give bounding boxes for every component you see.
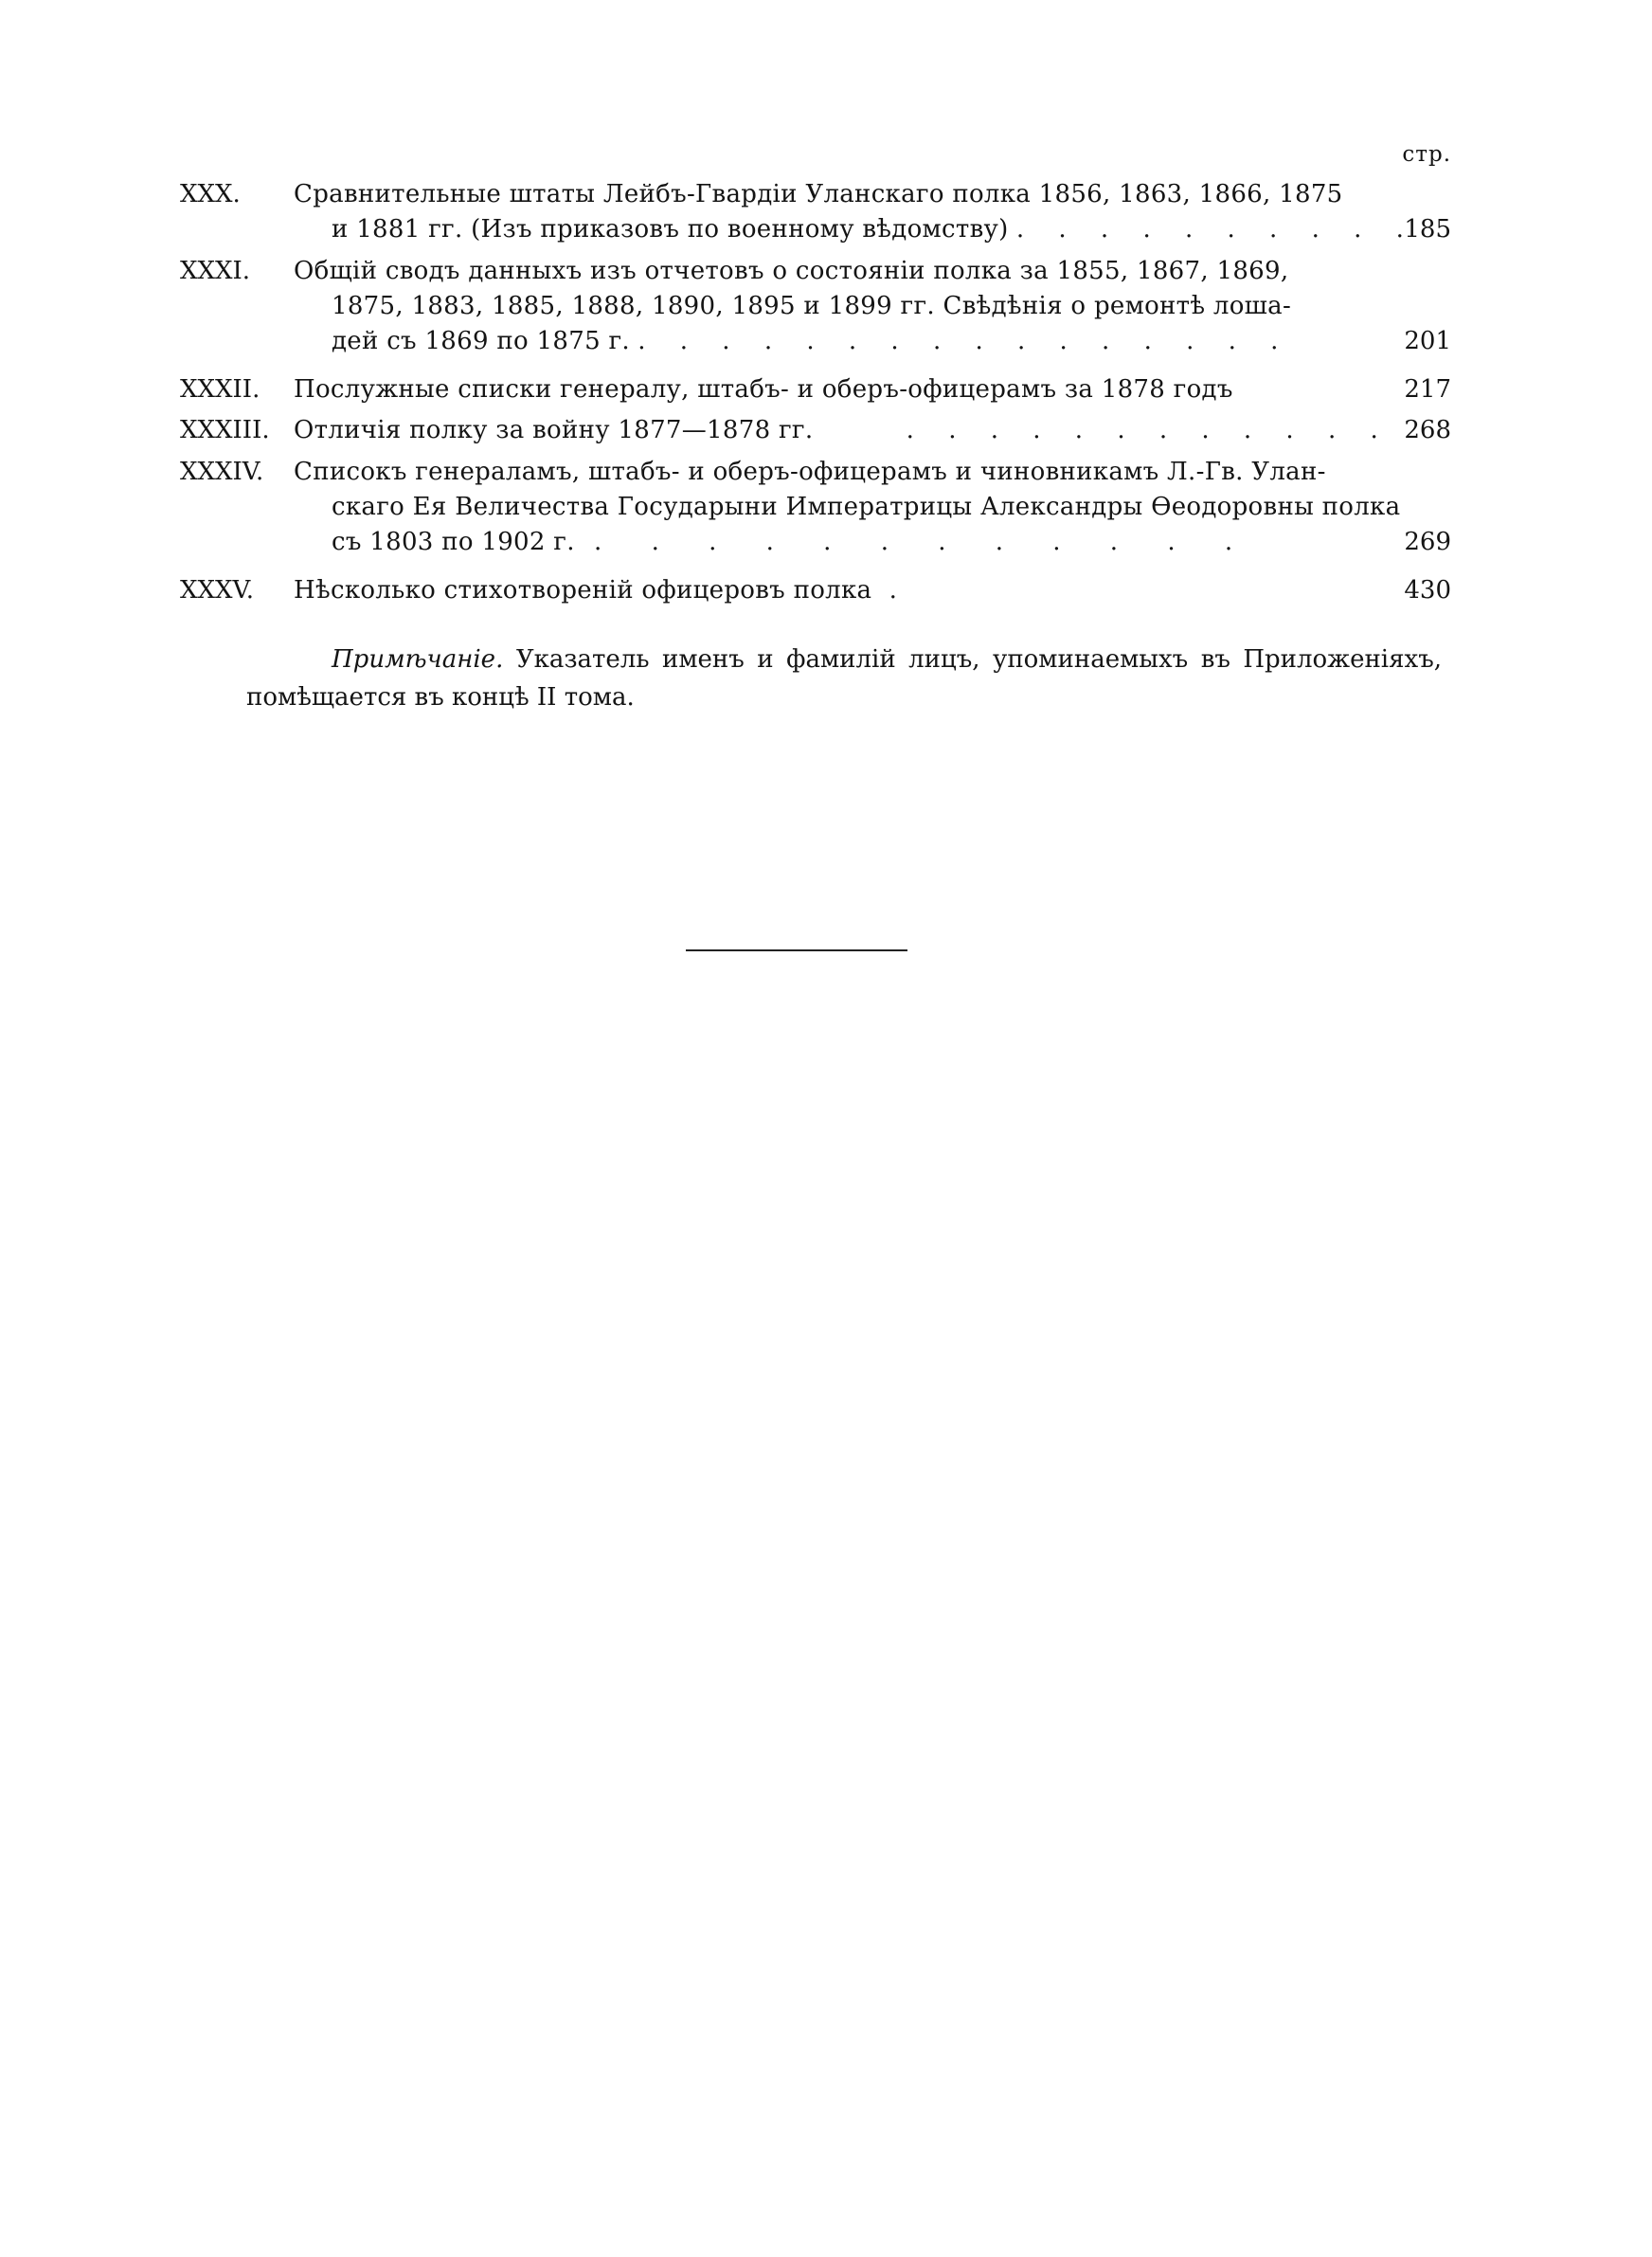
entry-number: XXXIV. — [180, 458, 264, 486]
entry-title-text: Нѣсколько стихотвореній офицеровъ полка — [294, 576, 872, 605]
entry-title-line — [294, 177, 1394, 212]
entry-title-line — [294, 455, 1394, 490]
note-text: Указатель именъ и фамилій лицъ, упоминаемыхъ въ Приложеніяхъ, помѣщается въ концѣ II тома. — [246, 645, 1442, 712]
entry-page-number: 269 — [1404, 528, 1451, 556]
entry-title-text: Сравнительные штаты Лейбъ-Гвардіи Уланскаго полка 1856, 1863, 1866, 1875 — [294, 180, 1343, 208]
entry-page-number: 430 — [1404, 576, 1451, 605]
toc-entry — [180, 177, 1451, 247]
entry-title-line — [332, 289, 1394, 324]
entry-title-line — [294, 254, 1394, 289]
toc-entry — [180, 573, 1451, 608]
entry-number: XXX. — [180, 180, 241, 208]
entry-number: XXXI. — [180, 257, 251, 285]
toc-entry — [180, 455, 1451, 560]
entry-title-text: Списокъ генераламъ, штабъ- и оберъ-офицерамъ и чиновникамъ Л.-Гв. Улан- — [294, 458, 1326, 486]
entry-title-line — [294, 413, 1394, 448]
toc-entry — [180, 254, 1451, 359]
toc-entry — [180, 372, 1451, 407]
dot-leader: . . . . . . . . . . . . — [594, 528, 1254, 556]
entry-page-number: 185 — [1404, 215, 1451, 244]
entry-number: XXXII. — [180, 375, 260, 404]
entry-title-text: Общій сводъ данныхъ изъ отчетовъ о состояніи полка за 1855, 1867, 1869, — [294, 257, 1289, 285]
toc-entry — [180, 413, 1451, 448]
closing-rule — [686, 949, 907, 951]
entry-number: XXXIII. — [180, 416, 270, 444]
entry-title-text: 1875, 1883, 1885, 1888, 1890, 1895 и 1899 гг. Свѣдѣнія о ремонтѣ лоша- — [332, 292, 1292, 320]
entry-number: XXXV. — [180, 576, 255, 605]
entry-title-line — [332, 212, 1417, 247]
entry-title-text: съ 1803 по 1902 г. — [332, 528, 575, 556]
entry-title-line — [294, 573, 1394, 608]
entry-page-number: 268 — [1404, 416, 1451, 444]
entry-title-text: и 1881 гг. (Изъ приказовъ по военному вѣдомству) — [332, 215, 1009, 244]
entry-title-text: скаго Ея Величества Государыни Императрицы Александры Ѳеодоровны полка — [332, 493, 1401, 521]
entry-title-line — [332, 490, 1401, 525]
entry-title-line — [332, 324, 1394, 359]
entry-page-number: 217 — [1404, 375, 1451, 404]
entry-title-line — [332, 525, 1394, 560]
entry-title-text: Отличія полку за войну 1877—1878 гг. — [294, 416, 814, 444]
page-column-header: стр. — [1402, 142, 1451, 167]
dot-leader: . . . . . . . . . . — [1015, 215, 1417, 244]
entry-title-line — [294, 372, 1394, 407]
entry-title-text: дей съ 1869 по 1875 г. — [332, 327, 630, 355]
dot-leader: . — [889, 576, 910, 605]
note-label: Примѣчаніе. — [332, 645, 504, 674]
dot-leader: . . . . . . . . . . . . . . . . — [637, 327, 1292, 355]
dot-leader: . . . . . . . . . . . . — [906, 416, 1392, 444]
footnote-paragraph — [246, 641, 1442, 716]
entry-page-number: 201 — [1404, 327, 1451, 355]
entry-title-text: Послужные списки генералу, штабъ- и оберъ-офицерамъ за 1878 годъ — [294, 375, 1233, 404]
